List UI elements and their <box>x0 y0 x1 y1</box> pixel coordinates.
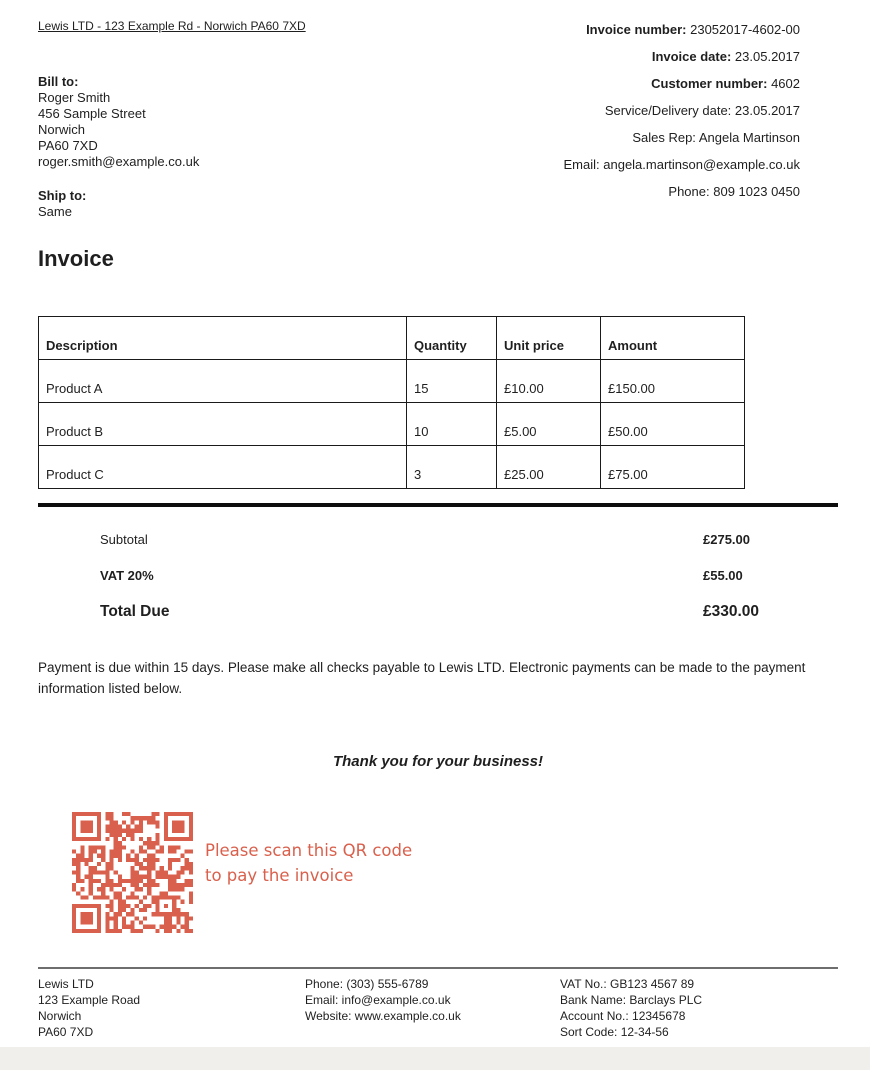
table-header-row <box>39 317 745 360</box>
cell-description: Product C <box>39 446 407 489</box>
top-section <box>38 16 838 220</box>
meta-label: Invoice date: <box>651 49 732 64</box>
table-row <box>39 403 745 446</box>
footer-bank-column <box>560 976 838 1040</box>
cell-unit-price: £5.00 <box>497 403 601 446</box>
top-left-column <box>38 16 564 220</box>
footer-contact-column <box>305 976 560 1040</box>
items-table <box>38 316 745 489</box>
subtotal-value: £275.00 <box>703 531 750 547</box>
cell-quantity: 10 <box>407 403 497 446</box>
cell-unit-price: £10.00 <box>497 360 601 403</box>
totals-divider <box>38 503 838 507</box>
meta-value: Angela Martinson <box>698 130 800 145</box>
totals-section <box>38 521 838 631</box>
subtotal-label: Subtotal <box>100 531 148 547</box>
page-title: Invoice <box>38 246 114 271</box>
footer-email: Email: info@example.co.uk <box>305 993 451 1007</box>
bill-to-email: roger.smith@example.co.uk <box>38 154 200 169</box>
bill-to-city: Norwich <box>38 122 85 137</box>
ship-to-label: Ship to: <box>38 188 87 203</box>
meta-value: 4602 <box>771 76 800 91</box>
bill-to-name: Roger Smith <box>38 90 111 105</box>
footer-company-column <box>38 976 305 1040</box>
meta-label: Invoice number: <box>586 22 687 37</box>
footer-company-name: Lewis LTD <box>38 977 94 991</box>
qr-caption-line2: to pay the invoice <box>205 866 354 885</box>
subtotal-row <box>38 521 838 557</box>
cell-amount: £50.00 <box>601 403 745 446</box>
vat-value: £55.00 <box>703 567 743 583</box>
payment-terms-note: Payment is due within 15 days. Please make all checks payable to Lewis LTD. Electronic payments can be made to the payment information listed below. <box>38 660 806 696</box>
invoice-meta-row <box>564 16 801 43</box>
thank-you-message: Thank you for your business! <box>332 753 544 770</box>
invoice-meta-row <box>564 124 801 151</box>
cell-description: Product A <box>39 360 407 403</box>
company-header-line: Lewis LTD - 123 Example Rd - Norwich PA60 7XD <box>38 19 306 33</box>
meta-value: 23052017-4602-00 <box>690 22 800 37</box>
total-due-value: £330.00 <box>703 603 760 620</box>
footer-website: Website: www.example.co.uk <box>305 1009 461 1023</box>
footer-company-street: 123 Example Road <box>38 993 141 1007</box>
page-footer <box>38 967 838 1040</box>
cell-amount: £150.00 <box>601 360 745 403</box>
table-row <box>39 360 745 403</box>
bill-to-block <box>38 74 564 170</box>
invoice-meta-row <box>564 70 801 97</box>
qr-caption-line1: Please scan this QR code <box>205 841 413 860</box>
footer-company-city: Norwich <box>38 1009 82 1023</box>
header-amount: Amount <box>601 317 745 360</box>
vat-row <box>38 557 838 593</box>
meta-label: Email: <box>563 157 600 172</box>
cell-quantity: 3 <box>407 446 497 489</box>
meta-value: angela.martinson@example.co.uk <box>603 157 800 172</box>
qr-caption <box>205 838 412 933</box>
ship-to-block <box>38 188 564 220</box>
bill-to-postcode: PA60 7XD <box>38 138 98 153</box>
vat-label: VAT 20% <box>100 567 154 583</box>
meta-label: Sales Rep: <box>632 130 696 145</box>
meta-label: Phone: <box>668 184 710 199</box>
footer-phone: Phone: (303) 555-6789 <box>305 977 429 991</box>
bottom-strip <box>0 1047 870 1070</box>
cell-unit-price: £25.00 <box>497 446 601 489</box>
invoice-meta-row <box>564 178 801 205</box>
footer-company-postcode: PA60 7XD <box>38 1025 94 1039</box>
meta-value: 23.05.2017 <box>734 103 800 118</box>
table-row <box>39 446 745 489</box>
invoice-meta-row <box>564 97 801 124</box>
meta-label: Service/Delivery date: <box>604 103 732 118</box>
invoice-meta-row <box>564 43 801 70</box>
footer-account-no: Account No.: 12345678 <box>560 1009 686 1023</box>
meta-label: Customer number: <box>651 76 768 91</box>
cell-quantity: 15 <box>407 360 497 403</box>
total-due-label: Total Due <box>100 603 170 620</box>
invoice-meta-block <box>564 16 801 220</box>
header-unit-price: Unit price <box>497 317 601 360</box>
total-due-row <box>38 593 838 631</box>
ship-to-value: Same <box>38 204 72 219</box>
footer-sort-code: Sort Code: 12-34-56 <box>560 1025 669 1039</box>
meta-value: 809 1023 0450 <box>713 184 800 199</box>
cell-amount: £75.00 <box>601 446 745 489</box>
bill-to-street: 456 Sample Street <box>38 106 146 121</box>
qr-code <box>72 812 193 933</box>
header-description: Description <box>39 317 407 360</box>
footer-bank-name: Bank Name: Barclays PLC <box>560 993 703 1007</box>
bill-to-label: Bill to: <box>38 74 79 89</box>
meta-value: 23.05.2017 <box>734 49 800 64</box>
qr-section <box>72 812 838 933</box>
cell-description: Product B <box>39 403 407 446</box>
footer-vat-no: VAT No.: GB123 4567 89 <box>560 977 695 991</box>
header-quantity: Quantity <box>407 317 497 360</box>
invoice-meta-row <box>564 151 801 178</box>
